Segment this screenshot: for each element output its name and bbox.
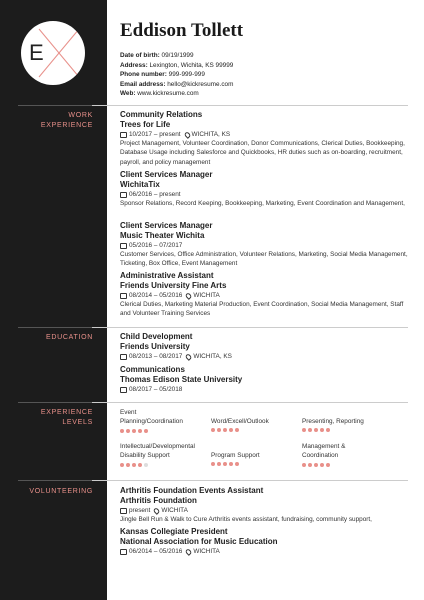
rating-dot xyxy=(320,428,324,432)
entry-org: Thomas Edison State University xyxy=(120,375,243,384)
rating-dot xyxy=(223,462,227,466)
skill-item xyxy=(211,451,303,466)
entry-description: Sponsor Relations, Record Keeping, Bookkeeping, Marketing, Event Coordination and Management, xyxy=(120,200,405,207)
work-entry xyxy=(120,271,410,319)
entry-description: Project Management, Volunteer Coordination, Donor Communications, Clerical Duties, Bookkeeping, Database Usage including Salesforce and Quickbooks, HR duties such as on-boarding, recruitment, payroll, and policy management xyxy=(120,140,405,166)
entry-dates: 10/2017 – present xyxy=(129,131,181,138)
rating-dot xyxy=(138,463,142,467)
rating-dot xyxy=(314,428,318,432)
info-label: Address: xyxy=(120,61,148,69)
rating-dot xyxy=(326,463,330,467)
work-entry xyxy=(120,110,410,167)
info-row xyxy=(120,61,233,71)
education-entry xyxy=(120,332,410,361)
entry-org: Friends University Fine Arts xyxy=(120,281,227,290)
rating-dot xyxy=(138,429,142,433)
entry-title: Kansas Collegiate President xyxy=(120,527,228,536)
volunteering-entry xyxy=(120,486,410,524)
candidate-name: Eddison Tollett xyxy=(120,20,244,41)
rating-dot xyxy=(308,463,312,467)
entry-description: Clerical Duties, Marketing Material Production, Event Coordination, Social Media Management, Staff and Volunteer Training Services xyxy=(120,301,404,318)
education-entry xyxy=(120,365,410,394)
skill-rating xyxy=(211,428,303,432)
entry-dates: 06/2014 – 05/2016 xyxy=(129,548,183,555)
sidebar xyxy=(0,0,107,600)
section-label-volunteering: VOLUNTEERING xyxy=(29,488,93,495)
info-row xyxy=(120,51,233,61)
section-divider xyxy=(18,480,408,481)
skill-rating xyxy=(302,463,394,467)
calendar-icon xyxy=(120,243,127,249)
info-label: Web: xyxy=(120,90,136,98)
calendar-icon xyxy=(120,354,127,360)
info-value[interactable]: hello@kickresume.com xyxy=(167,80,234,88)
rating-dot xyxy=(132,463,136,467)
section-divider xyxy=(18,402,408,403)
entry-location: WICHITA xyxy=(193,548,220,555)
work-entry xyxy=(120,170,410,208)
calendar-icon xyxy=(120,387,127,393)
section-label-experience-levels: EXPERIENCE LEVELS xyxy=(40,409,93,426)
location-pin-icon xyxy=(185,548,193,556)
entry-title: Child Development xyxy=(120,332,193,341)
rating-dot xyxy=(229,462,233,466)
rating-dot xyxy=(211,428,215,432)
skill-name: Event Planning/Coordination xyxy=(120,409,183,426)
entry-org: Arthritis Foundation xyxy=(120,496,197,505)
entry-dates: 08/2013 – 08/2017 xyxy=(129,353,183,360)
entry-title: Community Relations xyxy=(120,110,203,119)
rating-dot xyxy=(120,429,124,433)
entry-title: Client Services Manager xyxy=(120,170,213,179)
entry-location: WICHITA xyxy=(193,292,220,299)
location-pin-icon xyxy=(185,292,193,300)
info-value: Lexington, Wichita, KS 99999 xyxy=(149,61,234,69)
location-pin-icon xyxy=(183,131,191,139)
entry-title: Client Services Manager xyxy=(120,221,213,230)
entry-location: WICHITA xyxy=(161,507,188,514)
rating-dot xyxy=(314,463,318,467)
section-label-work: WORK EXPERIENCE xyxy=(40,112,93,129)
skill-item xyxy=(302,442,394,467)
skill-rating xyxy=(120,463,212,467)
entry-dates: 08/2014 – 05/2016 xyxy=(129,292,183,299)
rating-dot xyxy=(302,463,306,467)
rating-dot xyxy=(302,428,306,432)
calendar-icon xyxy=(120,132,127,138)
info-row xyxy=(120,80,233,90)
info-row xyxy=(120,70,233,80)
logo-letter: E xyxy=(29,40,44,65)
section-label-education: EDUCATION xyxy=(45,334,93,341)
entry-title: Communications xyxy=(120,365,185,374)
entry-location: WICHITA, KS xyxy=(193,353,232,360)
rating-dot xyxy=(223,428,227,432)
skill-name: Word/Excell/Outlook xyxy=(211,418,269,425)
entry-location: WICHITA, KS xyxy=(191,131,231,138)
volunteering-entry xyxy=(120,527,410,556)
location-pin-icon xyxy=(153,507,161,515)
entry-title: Arthritis Foundation Events Assistant xyxy=(120,486,264,495)
entry-org: Music Theater Wichita xyxy=(120,231,205,240)
section-divider xyxy=(18,105,408,106)
rating-dot xyxy=(217,428,221,432)
rating-dot xyxy=(308,428,312,432)
rating-dot xyxy=(132,429,136,433)
info-label: Date of birth: xyxy=(120,52,160,59)
info-label: Email address: xyxy=(120,80,166,88)
entry-dates: 05/2016 – 07/2017 xyxy=(129,242,183,249)
skill-item xyxy=(211,417,303,432)
skill-name: Management & Coordination xyxy=(302,443,346,460)
entry-description: Jingle Bell Run & Walk to Cure Arthritis events assistant, fundraising, community support, xyxy=(120,516,372,523)
rating-dot xyxy=(326,428,330,432)
entry-description: Customer Services, Office Administration, Volunteer Relations, Marketing, Social Media Management, Ticketing, Box Office, Event Management xyxy=(120,251,408,268)
rating-dot xyxy=(235,428,239,432)
skill-rating xyxy=(120,429,212,433)
rating-dot xyxy=(211,462,215,466)
personal-info xyxy=(120,51,233,99)
info-label: Phone number: xyxy=(120,71,167,79)
entry-title: Administrative Assistant xyxy=(120,271,214,280)
entry-org: National Association for Music Education xyxy=(120,537,278,546)
skill-rating xyxy=(211,462,303,466)
rating-dot xyxy=(126,429,130,433)
location-pin-icon xyxy=(185,353,193,361)
rating-dot xyxy=(120,463,124,467)
rating-dot xyxy=(229,428,233,432)
entry-dates: present xyxy=(129,507,151,514)
skill-item xyxy=(302,417,394,432)
calendar-icon xyxy=(120,192,127,198)
entry-dates: 06/2016 – present xyxy=(129,191,181,198)
info-value: 999-999-999 xyxy=(168,71,205,79)
info-value: 09/19/1999 xyxy=(161,52,194,59)
entry-org: WichitaTix xyxy=(120,180,160,189)
rating-dot xyxy=(144,429,148,433)
calendar-icon xyxy=(120,293,127,299)
entry-org: Friends University xyxy=(120,342,190,351)
skill-item xyxy=(120,408,212,433)
skill-name: Presenting, Reporting xyxy=(302,418,364,425)
skill-item xyxy=(120,442,212,467)
rating-dot xyxy=(235,462,239,466)
info-row xyxy=(120,89,233,99)
info-value[interactable]: www.kickresume.com xyxy=(137,90,199,98)
skill-rating xyxy=(302,428,394,432)
calendar-icon xyxy=(120,549,127,555)
section-divider xyxy=(18,327,408,328)
rating-dot xyxy=(320,463,324,467)
entry-org: Trees for Life xyxy=(120,120,171,129)
calendar-icon xyxy=(120,508,127,514)
work-entry xyxy=(120,221,410,269)
rating-dot xyxy=(217,462,221,466)
logo xyxy=(21,21,85,85)
skill-name: Program Support xyxy=(211,452,260,459)
rating-dot xyxy=(144,463,148,467)
skill-name: Intellectual/Developmental Disability Support xyxy=(120,443,195,460)
rating-dot xyxy=(126,463,130,467)
entry-dates: 08/2017 – 05/2018 xyxy=(129,386,183,393)
